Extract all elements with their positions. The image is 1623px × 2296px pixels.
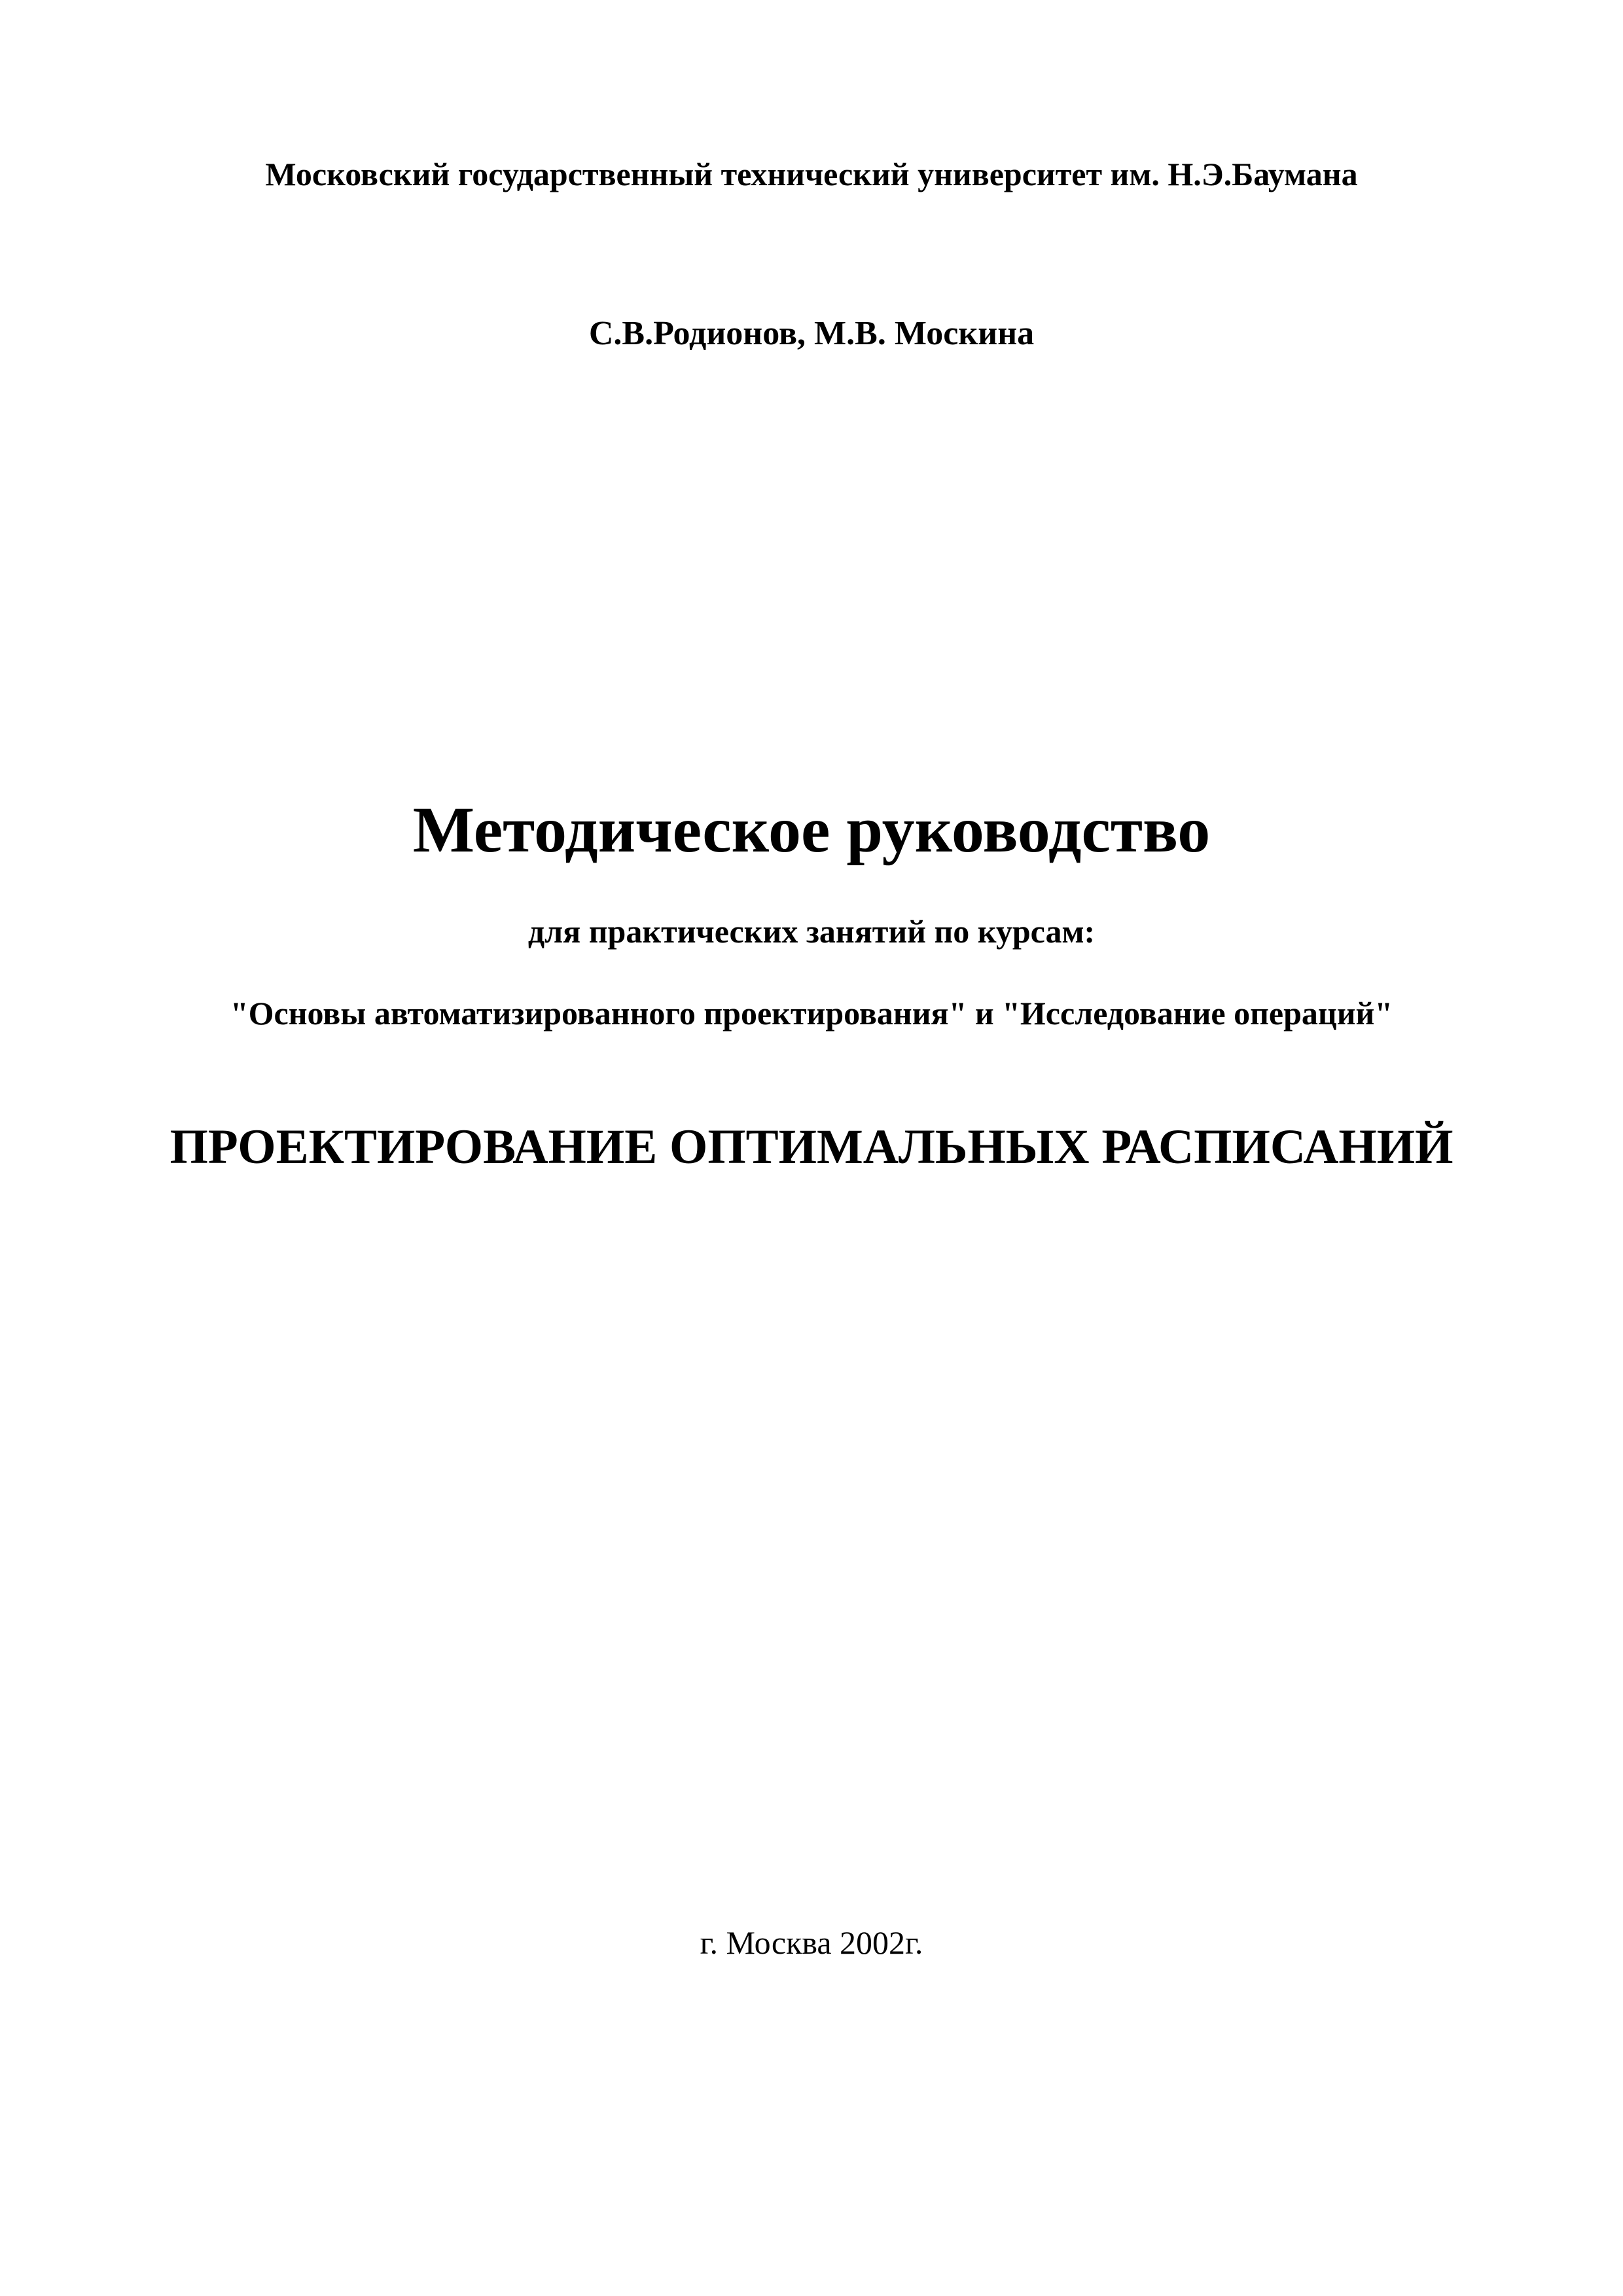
document-topic: ПРОЕКТИРОВАНИЕ ОПТИМАЛЬНЫХ РАСПИСАНИЙ bbox=[169, 1120, 1454, 1174]
place-and-year: г. Москва 2002г. bbox=[700, 1924, 923, 1961]
university-name: Московский государственный технический университет им. Н.Э.Баумана bbox=[265, 156, 1358, 192]
authors: С.В.Родионов, М.В. Москина bbox=[588, 315, 1035, 352]
course-names: "Основы автоматизированного проектирования" и "Исследование операций" bbox=[230, 995, 1393, 1031]
document-title: Методическое руководство bbox=[412, 793, 1211, 866]
document-subtitle: для практических занятий по курсам: bbox=[527, 913, 1096, 950]
